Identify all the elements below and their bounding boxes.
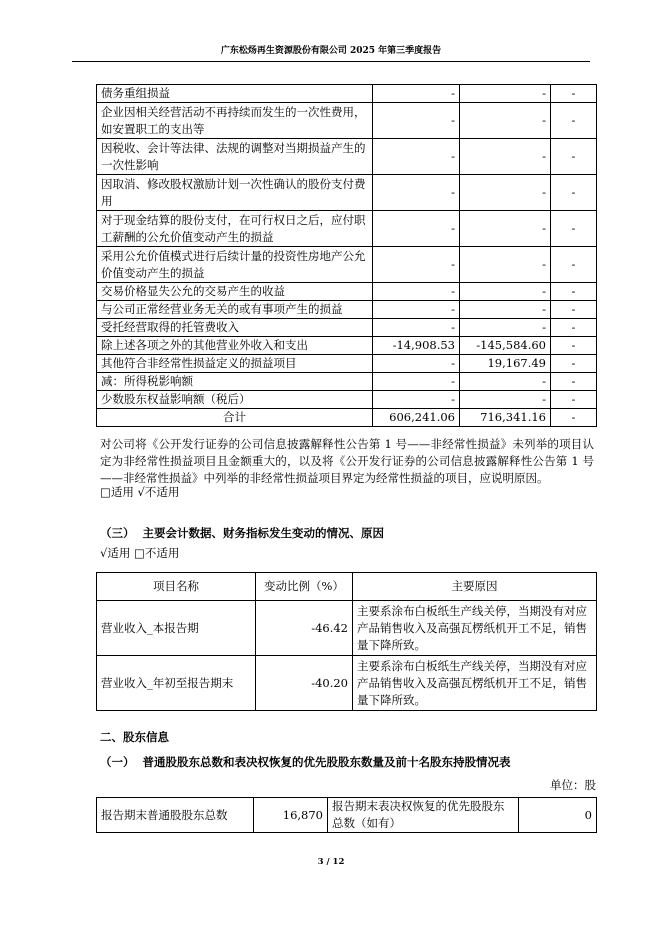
- subsection-number: （一）: [100, 755, 135, 769]
- table-row: [97, 601, 597, 656]
- item-cell: 减：所得税影响额: [97, 373, 373, 391]
- total-row: [97, 409, 597, 427]
- header-divider: [72, 61, 590, 62]
- table-row: [97, 103, 597, 139]
- note-cell: -: [551, 373, 597, 391]
- unit-label: 单位：股: [550, 778, 596, 792]
- common-holders-label: 报告期末普通股股东总数: [97, 798, 254, 833]
- current-period-cell: -: [373, 211, 460, 247]
- current-period-cell: -: [373, 247, 460, 283]
- ytd-cell: -: [460, 85, 551, 103]
- changes-applicability-options: √适用 □不适用: [100, 546, 180, 560]
- current-period-cell: -: [373, 103, 460, 139]
- subsection-title: 普通股股东总数和表决权恢复的优先股股东数量及前十名股东持股情况表: [142, 755, 511, 769]
- ytd-cell: -: [460, 103, 551, 139]
- note-cell: -: [551, 337, 597, 355]
- header-item-name: 项目名称: [97, 573, 256, 601]
- table-row: [97, 373, 597, 391]
- note-cell: -: [551, 283, 597, 301]
- item-cell: 债务重组损益: [97, 85, 373, 103]
- item-cell: 采用公允价值模式进行后续计量的投资性房地产公允价值变动产生的损益: [97, 247, 373, 283]
- note-cell: -: [551, 319, 597, 337]
- current-period-cell: -: [373, 283, 460, 301]
- nonrecurring-note-paragraph: 对公司将《公开发行证券的公司信息披露解释性公告第 1 号——非经常性损益》未列举的项目认定为非经常性损益项目且金额重大的，以及将《公开发行证券的公司信息披露解释性公告第 1 号——非经常性损益》中列举的非经常性损益项目界定为经常性损益的项目，应说明原因。: [100, 437, 594, 485]
- table-row: [97, 337, 597, 355]
- table-header-row: [97, 573, 597, 601]
- header-change-ratio: 变动比例（%）: [256, 573, 353, 601]
- common-holders-value: 16,870: [254, 798, 328, 833]
- ytd-cell: -: [460, 283, 551, 301]
- current-period-cell: -: [373, 139, 460, 175]
- table-row: [97, 656, 597, 711]
- item-cell: 与公司正常经营业务无关的或有事项产生的损益: [97, 301, 373, 319]
- table-row: [97, 283, 597, 301]
- current-period-cell: -: [373, 85, 460, 103]
- ytd-cell: -: [460, 391, 551, 409]
- item-cell: 因取消、修改股权激励计划一次性确认的股份支付费用: [97, 175, 373, 211]
- header-main-reason: 主要原因: [353, 573, 597, 601]
- table-row: [97, 139, 597, 175]
- note-cell: -: [551, 85, 597, 103]
- table-row: [97, 355, 597, 373]
- item-cell: 因税收、会计等法律、法规的调整对当期损益产生的一次性影响: [97, 139, 373, 175]
- ytd-cell: 19,167.49: [460, 355, 551, 373]
- note-cell: -: [551, 103, 597, 139]
- section-title: 主要会计数据、财务指标发生变动的情况、原因: [142, 526, 384, 540]
- table-row: [97, 301, 597, 319]
- ytd-cell: -: [460, 301, 551, 319]
- item-cell: 受托经营取得的托管费收入: [97, 319, 373, 337]
- ytd-cell: -: [460, 373, 551, 391]
- ytd-cell: -: [460, 175, 551, 211]
- total-current-period-cell: 606,241.06: [373, 409, 460, 427]
- table-row: [97, 175, 597, 211]
- table-row: [97, 85, 597, 103]
- note-cell: -: [551, 139, 597, 175]
- ytd-cell: -: [460, 139, 551, 175]
- item-name-cell: 营业收入_本报告期: [97, 601, 256, 656]
- table-row: [97, 798, 597, 833]
- report-header-title: 广东松炀再生资源股份有限公司 2025 年第三季度报告: [220, 46, 442, 56]
- item-cell: 其他符合非经常性损益定义的损益项目: [97, 355, 373, 373]
- table-row: [97, 247, 597, 283]
- reason-cell: 主要系涂布白板纸生产线关停，当期没有对应产品销售收入及高强瓦楞纸机开工不足，销售量下降所致。: [353, 656, 597, 711]
- ytd-cell: -145,584.60: [460, 337, 551, 355]
- change-ratio-cell: -46.42: [256, 601, 353, 656]
- financial-changes-table: [96, 572, 597, 711]
- preferred-holders-value: 0: [519, 798, 597, 833]
- item-cell: 除上述各项之外的其他营业外收入和支出: [97, 337, 373, 355]
- section-number: （三）: [100, 526, 135, 540]
- note-cell: -: [551, 175, 597, 211]
- current-period-cell: -: [373, 391, 460, 409]
- current-period-cell: -14,908.53: [373, 337, 460, 355]
- current-period-cell: -: [373, 301, 460, 319]
- ytd-cell: -: [460, 319, 551, 337]
- note-applicability-options: □适用 √不适用: [100, 485, 180, 499]
- note-cell: -: [551, 301, 597, 319]
- change-ratio-cell: -40.20: [256, 656, 353, 711]
- item-name-cell: 营业收入_年初至报告期末: [97, 656, 256, 711]
- item-cell: 企业因相关经营活动不再持续而发生的一次性费用，如安置职工的支出等: [97, 103, 373, 139]
- current-period-cell: -: [373, 355, 460, 373]
- shareholders-subheading: [100, 754, 511, 770]
- note-cell: -: [551, 211, 597, 247]
- ytd-cell: -: [460, 247, 551, 283]
- page-number: 3 / 12: [317, 857, 345, 867]
- total-label-cell: 合计: [97, 409, 373, 427]
- ytd-cell: -: [460, 211, 551, 247]
- table-row: [97, 211, 597, 247]
- table-row: [97, 319, 597, 337]
- note-cell: -: [551, 391, 597, 409]
- current-period-cell: -: [373, 319, 460, 337]
- section-changes-heading: [100, 525, 384, 541]
- total-ytd-cell: 716,341.16: [460, 409, 551, 427]
- item-cell: 对于现金结算的股份支付，在可行权日之后，应付职工薪酬的公允价值变动产生的损益: [97, 211, 373, 247]
- table-row: [97, 391, 597, 409]
- shareholder-count-table: [96, 797, 597, 833]
- reason-cell: 主要系涂布白板纸生产线关停，当期没有对应产品销售收入及高强瓦楞纸机开工不足，销售量下降所致。: [353, 601, 597, 656]
- note-cell: -: [551, 355, 597, 373]
- current-period-cell: -: [373, 373, 460, 391]
- nonrecurring-gains-table: [96, 84, 597, 427]
- shareholders-heading: 二、股东信息: [100, 730, 169, 744]
- total-note-cell: -: [551, 409, 597, 427]
- current-period-cell: -: [373, 175, 460, 211]
- item-cell: 交易价格显失公允的交易产生的收益: [97, 283, 373, 301]
- preferred-holders-label: 报告期末表决权恢复的优先股股东总数（如有）: [328, 798, 519, 833]
- item-cell: 少数股东权益影响额（税后）: [97, 391, 373, 409]
- note-cell: -: [551, 247, 597, 283]
